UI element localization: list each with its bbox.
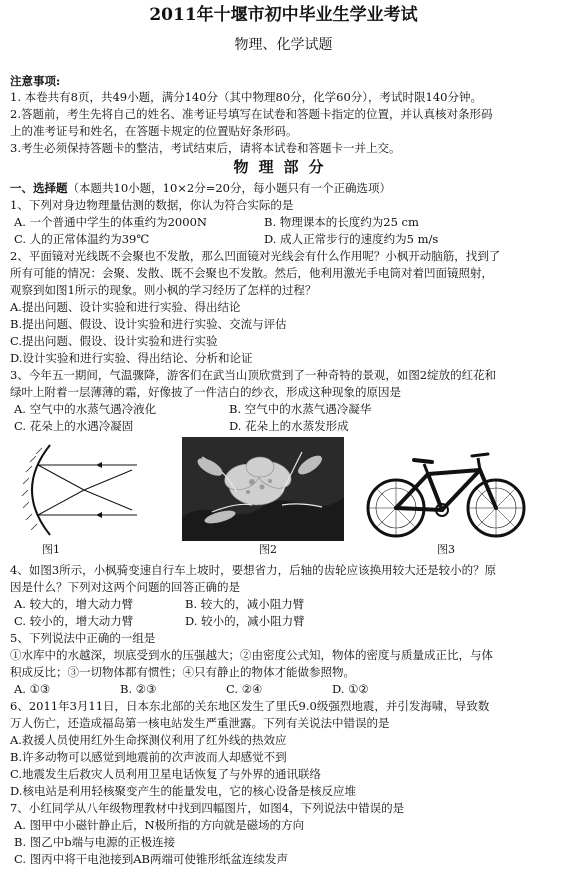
- part1-desc: （本题共10小题，10×2分=20分，每小题只有一个正确选项）: [67, 181, 391, 195]
- q5-option-d: D. ①②: [332, 682, 369, 696]
- q6-line: 6、2011年3月11日，日本东北部的关东地区发生了里氏9.0级强烈地震，并引发海啸，导致数: [10, 699, 490, 713]
- q3-line: 绿叶上附着一层薄薄的霜，好像披了一件洁白的纱衣，形成这种现象的原因是: [10, 385, 401, 399]
- q1-option-b: B. 物理课本的长度约为25 cm: [264, 215, 419, 229]
- part1-head: 一、选择题: [10, 181, 68, 195]
- q5-option-a: A. ①③: [14, 682, 51, 696]
- q5-line: ①水库中的水越深，坝底受到水的压强越大；②由密度公式知，物体的密度与质量成正比，与体: [10, 648, 493, 662]
- q2-line: 2、平面镜对光线既不会聚也不发散，那么凹面镜对光线会有什么作用呢？小枫开动脑筋，找到了: [10, 249, 501, 263]
- section-title: 物理部分: [233, 158, 334, 176]
- q2-line: 观察到如图1所示的现象。则小枫的学习经历了怎样的过程？: [10, 283, 317, 297]
- q5-stem: 5、下列说法中正确的一组是: [10, 631, 156, 645]
- part1-heading: [10, 181, 391, 195]
- q2-option-c: C.提出问题、假设、设计实验和进行实验: [10, 334, 218, 348]
- notes-item: 1. 本卷共有8页，共49小题，满分140分（其中物理80分，化学60分），考试时限140分钟。: [10, 90, 482, 104]
- q1-stem: 1、下列对身边物理量估测的数据，你认为符合实际的是: [10, 198, 294, 212]
- q3-option-c: C. 花朵上的水遇冷凝固: [14, 419, 134, 433]
- q2-option-a: A.提出问题、设计实验和进行实验、得出结论: [10, 300, 241, 314]
- q7-option-b: B. 图乙中b端与电源的正极连接: [14, 835, 176, 849]
- figure-1-caption: 图1: [42, 543, 60, 556]
- q5-option-c: C. ②④: [226, 682, 263, 696]
- q2-line: 所有可能的情况：会聚、发散、既不会聚也不发散。然后，他利用激光手电筒对着凹面镜照射，: [10, 266, 493, 280]
- q2-option-b: B.提出问题、假设、设计实验和进行实验、交流与评估: [10, 317, 287, 331]
- notes-item: 3.考生必须保持答题卡的整洁，考试结束后，请将本试卷和答题卡一并上交。: [10, 141, 401, 155]
- q3-option-b: B. 空气中的水蒸气遇冷凝华: [229, 402, 372, 416]
- notes-heading: 注意事项:: [10, 74, 61, 88]
- q4-option-d: D. 较小的，减小阻力臂: [185, 614, 305, 628]
- notes-item: 2.答题前，考生先将自己的姓名、准考证号填写在试卷和答题卡指定的位置，并认真核对条形码: [10, 107, 493, 121]
- q5-option-b: B. ②③: [120, 682, 157, 696]
- q3-line: 3、今年五一期间，气温骤降，游客们在武当山顶欣赏到了一种奇特的景观，如图2绽放的红花和: [10, 368, 497, 382]
- q3-option-d: D. 花朵上的水蒸发形成: [229, 419, 349, 433]
- notes-item: 上的准考证号和姓名，在答题卡规定的位置贴好条形码。: [10, 124, 298, 138]
- q6-option-b: B.许多动物可以感觉到地震前的次声波而人却感觉不到: [10, 750, 287, 764]
- q6-line: 万人伤亡，还造成福岛第一核电站发生严重泄露。下列有关说法中错误的是: [10, 716, 390, 730]
- q7-option-c: C. 图丙中将干电池接到AB两端可使锥形纸盆连续发声: [14, 852, 288, 866]
- figure-3-caption: 图3: [437, 543, 455, 556]
- figure-2-frosted-flower-photo: [182, 437, 344, 541]
- figure-1-concave-mirror: [12, 440, 142, 540]
- q1-option-d: D. 成人正常步行的速度约为5 m/s: [264, 232, 439, 246]
- page-subtitle: 物理、化学试题: [234, 37, 333, 53]
- q1-option-a: A. 一个普通中学生的体重约为2000N: [14, 215, 207, 229]
- q6-option-d: D.核电站是利用轻核聚变产生的能量发电，它的核心设备是核反应堆: [10, 784, 356, 798]
- q7-stem: 7、小红同学从八年级物理教材中找到四幅图片，如图4，下列说法中错误的是: [10, 801, 405, 815]
- q4-option-c: C. 较小的，增大动力臂: [14, 614, 134, 628]
- figure-3-bicycle: [364, 446, 530, 541]
- q4-option-b: B. 较大的，减小阻力臂: [185, 597, 305, 611]
- page-title: 2011年十堰市初中毕业生学业考试: [149, 5, 418, 25]
- q4-line: 4、如图3所示，小枫骑变速自行车上坡时，要想省力，后轴的齿轮应该换用较大还是较小的？原: [10, 563, 497, 577]
- q4-option-a: A. 较大的，增大动力臂: [14, 597, 134, 611]
- q7-option-a: A. 图甲中小磁针静止后，N极所指的方向就是磁场的方向: [14, 818, 305, 832]
- q2-option-d: D.设计实验和进行实验、得出结论、分析和论证: [10, 351, 253, 365]
- q6-option-a: A.救援人员使用红外生命探测仪利用了红外线的热效应: [10, 733, 287, 747]
- q6-option-c: C.地震发生后救灾人员利用卫星电话恢复了与外界的通讯联络: [10, 767, 322, 781]
- q1-option-c: C. 人的正常体温约为39℃: [14, 232, 150, 246]
- q5-line: 积成反比；③一切物体都有惯性；④只有静止的物体才能做参照物。: [10, 665, 355, 679]
- q3-option-a: A. 空气中的水蒸气遇冷液化: [14, 402, 157, 416]
- q4-line: 因是什么？下列对这两个问题的回答正确的是: [10, 580, 240, 594]
- figure-2-caption: 图2: [259, 543, 277, 556]
